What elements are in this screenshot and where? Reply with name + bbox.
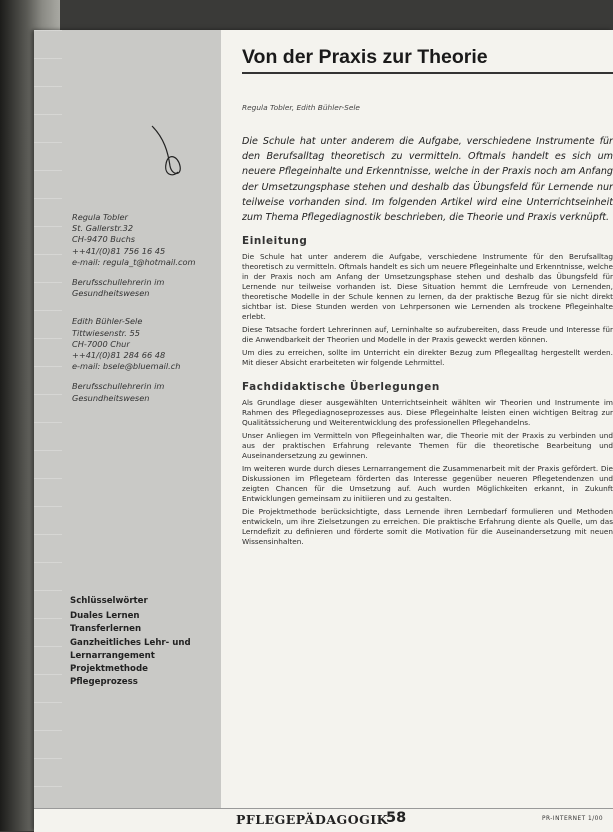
- contact-city: CH-9470 Buchs: [72, 234, 136, 245]
- contact-city: CH-7000 Chur: [72, 338, 130, 349]
- paragraph: Im weiteren wurde durch dieses Lernarrangement die Zusammenarbeit mit der Praxis gefördert. Die Diskussionen im Pflegeteam förderten das Interesse gegenüber neueren Pflegetendenzen und zeigten Chancen für die Umsetzung auf. Auch wurden Möglichkeiten erkannt, in Zukunft Entwicklungen gemeinsam zu initiieren und zu gestalten.: [242, 464, 613, 504]
- paragraph: Um dies zu erreichen, sollte im Unterricht ein direkter Bezug zum Pflegealltag hergestellt werden. Mit dieser Absicht erarbeiteten wir folgende Lehrmittel.: [242, 348, 613, 368]
- sidebar: [34, 30, 221, 808]
- contact-email[interactable]: e-mail: bsele@bluemail.ch: [72, 361, 181, 372]
- contact-block: [72, 212, 217, 413]
- section-body: [242, 398, 613, 547]
- keywords-box: [70, 595, 218, 689]
- page-number: 58: [386, 810, 407, 826]
- section-heading-einleitung: Einleitung: [242, 235, 308, 248]
- contact-role: [72, 277, 217, 299]
- paragraph: Als Grundlage dieser ausgewählten Unterrichtseinheit wählten wir Theorien und Instrumente im Rahmen des Pflegediagnoseprozesses aus. Diese Pflegeinhalte leisten einen wichtigen Beitrag zur Qualitätssicherung und Weiterentwicklung des professionellen Pflegehandelns.: [242, 398, 613, 428]
- page-footer: [34, 808, 613, 832]
- contact-email[interactable]: e-mail: regula_t@hotmail.com: [72, 256, 196, 267]
- contact-phone: ++41/(0)81 284 66 48: [72, 350, 166, 361]
- title-rule: [242, 72, 613, 74]
- keywords-heading: Schlüsselwörter: [70, 596, 148, 606]
- paragraph: Die Projektmethode berücksichtigte, dass Lernende ihren Lernbedarf formulieren und Methoden entwickeln, um ihre Zielsetzungen zu erreichen. Die praktische Erfahrung diente als Quelle, um das Lerndefizit zu definieren und förderte somit die Motivation für die Auseinandersetzung mit neuen Wissensinhalten.: [242, 507, 613, 547]
- article-lead: Die Schule hat unter anderem die Aufgabe, verschiedene Instrumente für den Berufsalltag theoretisch zu vermitteln. Oftmals handelt es sich um neuere Pflegeinhalte und Erkenntnisse, welche in der Praxis noch am Anfang der Umsetzungsphase stehen und deshalb das Übungsfeld für Lernende nur teilweise vorhanden sind. Im folgenden Artikel wird eine Unterrichtseinheit zum Thema Pflegediagnostik beschrieben, die Theorie und Praxis verknüpft.: [242, 136, 613, 224]
- paragraph: Unser Anliegen im Vermitteln von Pflegeinhalten war, die Theorie mit der Praxis zu verbinden und aus der praktischen Erfahrung relevante Themen für die theoretische Bearbeitung und Auseinandersetzung zu gewinnen.: [242, 431, 613, 461]
- contact-role-line: Berufsschullehrerin im: [72, 381, 165, 392]
- article-title: Von der Praxis zur Theorie: [242, 46, 488, 68]
- issue-label: PR-INTERNET 1/00: [542, 816, 604, 822]
- contact-role-line: Gesundheitswesen: [72, 288, 150, 299]
- contact-street: St. Gallerstr.32: [72, 223, 134, 234]
- keyword-item: Pflegeprozess: [70, 677, 138, 688]
- article-authors: Regula Tobler, Edith Bühler-Sele: [242, 103, 360, 112]
- keyword-item: Ganzheitliches Lehr- und Lernarrangement: [70, 637, 191, 661]
- keyword-item: Projektmethode: [70, 664, 148, 675]
- article: [242, 46, 613, 550]
- contact-buehler: [72, 316, 217, 372]
- contact-role-line: Berufsschullehrerin im: [72, 277, 165, 288]
- contact-role: [72, 381, 217, 403]
- contact-street: Tittwiesenstr. 55: [72, 327, 140, 338]
- paragraph: Diese Tatsache fordert Lehrerinnen auf, Lerninhalte so aufzubereiten, dass Freude und Interesse für die Anwendbarkeit der Theorien und Modelle in der Praxis geweckt werden können.: [242, 325, 613, 345]
- document-page: [34, 30, 613, 831]
- magazine-title: PFLEGEPÄDAGOGIK: [236, 812, 388, 827]
- keyword-item: Duales Lernen: [70, 611, 140, 622]
- keyword-item: Transferlernen: [70, 624, 142, 635]
- contact-phone: ++41/(0)81 756 16 45: [72, 245, 166, 256]
- section-heading-fachdidaktik: Fachdidaktische Überlegungen: [242, 381, 440, 394]
- paragraph: Die Schule hat unter anderem die Aufgabe, verschiedene Instrumente für den Berufsalltag theoretisch zu vermitteln. Oftmals handelt es sich um neuere Pflegeinhalte und Erkenntnisse, welche in der Praxis noch am Anfang der Umsetzungsphase stehen und deshalb das Übungsfeld für Lernende nur teilweise vorhanden ist. Diese Situation hemmt die Lernfreude von Lernenden, theoretische Modelle in der Schule kennen zu lernen, da der praktische Bezug für sie nicht direkt sichtbar ist. Diese Stunden werden von Lehrpersonen wie Lernenden als trockene Pflegeinhalte erlebt.: [242, 252, 613, 322]
- contact-role-line: Gesundheitswesen: [72, 392, 150, 403]
- section-body: [242, 252, 613, 368]
- contact-name: Edith Bühler-Sele: [72, 316, 143, 327]
- contact-tobler: [72, 212, 217, 268]
- signature-mark: [142, 112, 202, 182]
- contact-name: Regula Tobler: [72, 212, 128, 222]
- page-stack-edge: [34, 30, 62, 808]
